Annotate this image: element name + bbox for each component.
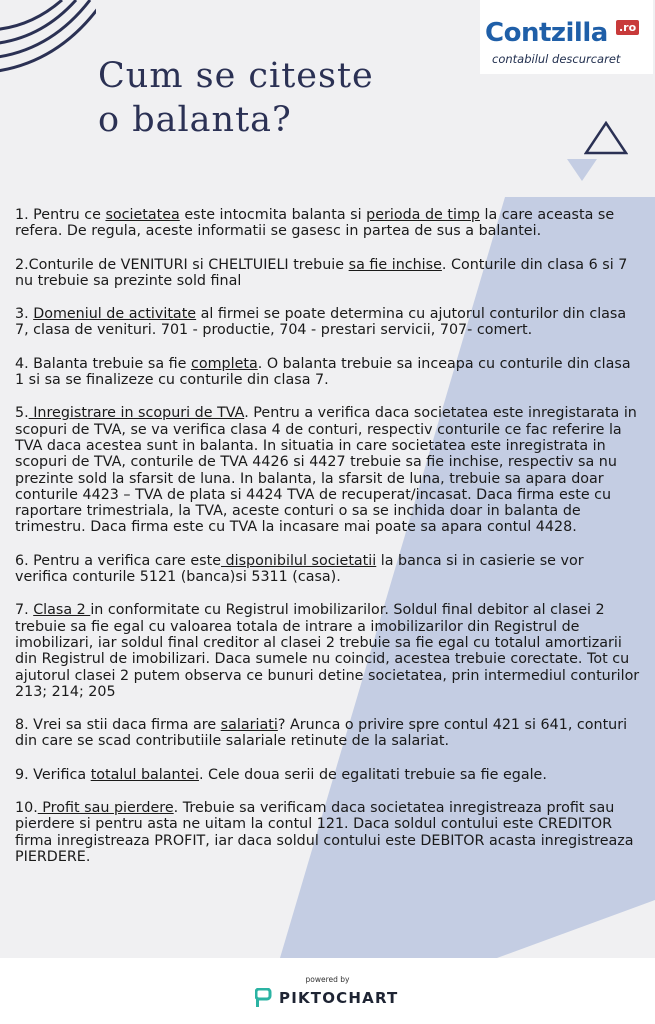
- step-9: 9. Verifica totalul balantei. Cele doua serii de egalitati trebuie sa fie egale.: [15, 766, 547, 783]
- step-7-keyword: Clasa 2: [33, 602, 91, 619]
- footer: [0, 958, 655, 1024]
- step-8-keyword: salariati: [220, 717, 278, 734]
- step-6-keyword: disponibilul societatii: [221, 552, 377, 569]
- page-title: [98, 54, 458, 142]
- logo-tagline: contabilul descurcaret: [492, 52, 621, 66]
- step-3-keyword: Domeniul de activitate: [33, 306, 197, 323]
- step-6: 6. Pentru a verifica care este disponibilul societatii la banca si in casierie se vor verifica conturile 5121 (banca)si 5311 (casa).: [15, 552, 584, 586]
- step-5-keyword: Inregistrare in scopuri de TVA: [28, 405, 245, 422]
- logo-tld-badge: .ro: [616, 20, 639, 35]
- piktochart-name: PIKTOCHART: [279, 989, 399, 1007]
- step-10-keyword: Profit sau pierdere: [37, 800, 174, 817]
- step-7: 7. Clasa 2 in conformitate cu Registrul imobilizarilor. Soldul final debitor al clasei 2 trebuie sa fie egal cu valoarea totala de intrare a imobilizarilor din Registrul de imobilizari, iar soldul final creditor al clasei 2 trebuie sa fie egal cu totalul amortizarii din Registrul de imobilizari. Daca sumele nu coincid, acestea trebuie corectate. Tot cu ajutorul clasei 2 putem observa ce bunuri detine societatea, prin intermediul conturilor 213; 214; 205: [15, 602, 640, 700]
- step-10: 10. Profit sau pierdere. Trebuie sa verificam daca societatea inregistreaza profit sau pierdere si pentru asta ne uitam la contul 121. Daca soldul contului este CREDITOR firma inregistreaza PROFIT, iar daca soldul contului este DEBITOR acasta inregistreaza PIERDERE.: [15, 800, 634, 865]
- powered-by-label: powered by: [305, 975, 350, 984]
- piktochart-logo-icon: [255, 988, 273, 1008]
- title-line-2: o balanta?: [98, 100, 292, 140]
- wave-lines-decoration: [0, 0, 96, 76]
- step-5: 5. Inregistrare in scopuri de TVA. Pentru a verifica daca societatea este inregistarata in scopuri de TVA, se va verifica clasa 4 de conturi, respectiv conturile ce fac referire la TVA daca acestea sunt in balanta. In situatia in care societatea este inregistrata in scopuri de TVA, conturile de TVA 4426 si 4427 trebuie sa fie inchise, respectiv sa nu prezinte sold la sfarsit de luna. In balanta, la sfarsit de luna, trebuie sa apara doar conturile 4423 – TVA de plata si 4424 TVA de recuperat/incasat. Daca firma este cu raportare trimestriala, la TVA, aceste conturi o sa se inchida doar in balanta de trimestru. Daca firma este cu TVA la incasare mai poate sa apara contul 4428.: [15, 405, 637, 536]
- step-1: 1. Pentru ce societatea este intocmita balanta si perioda de timp la care aceasta se refera. De regula, aceste informatii se gasesc in partea de sus a balantei.: [15, 207, 615, 240]
- step-9-keyword: totalul balantei: [90, 766, 199, 783]
- triangle-outline-icon: [584, 121, 628, 155]
- step-1-keyword: societatea: [105, 207, 180, 223]
- piktochart-link[interactable]: [255, 987, 398, 1009]
- logo-brand-name: Contzilla: [485, 18, 608, 48]
- triangle-down-icon: [567, 159, 597, 181]
- step-8: 8. Vrei sa stii daca firma are salariati? Arunca o privire spre contul 421 si 641, conturi din care se scad contributiile salariale retinute de la salariat.: [15, 717, 628, 750]
- step-2: 2.Conturile de VENITURI si CHELTUIELI trebuie sa fie inchise. Conturile din clasa 6 si 7 nu trebuie sa prezinte sold final: [15, 256, 628, 289]
- step-3: 3. Domeniul de activitate al firmei se poate determina cu ajutorul conturilor din clasa 7, clasa de venituri. 701 - productie, 704 - prestari servicii, 707- comert.: [15, 306, 627, 339]
- title-line-1: Cum se citeste: [98, 56, 374, 96]
- step-4-keyword: completa: [190, 355, 258, 372]
- step-1-keyword-2: perioda de timp: [366, 207, 480, 223]
- steps-list: [15, 207, 640, 882]
- step-2-keyword: sa fie inchise: [348, 256, 442, 273]
- step-4: 4. Balanta trebuie sa fie completa. O balanta trebuie sa inceapa cu conturile din clasa 1 si sa se finalizeze cu conturile din clasa 7.: [15, 355, 631, 389]
- contzilla-logo: [480, 0, 653, 74]
